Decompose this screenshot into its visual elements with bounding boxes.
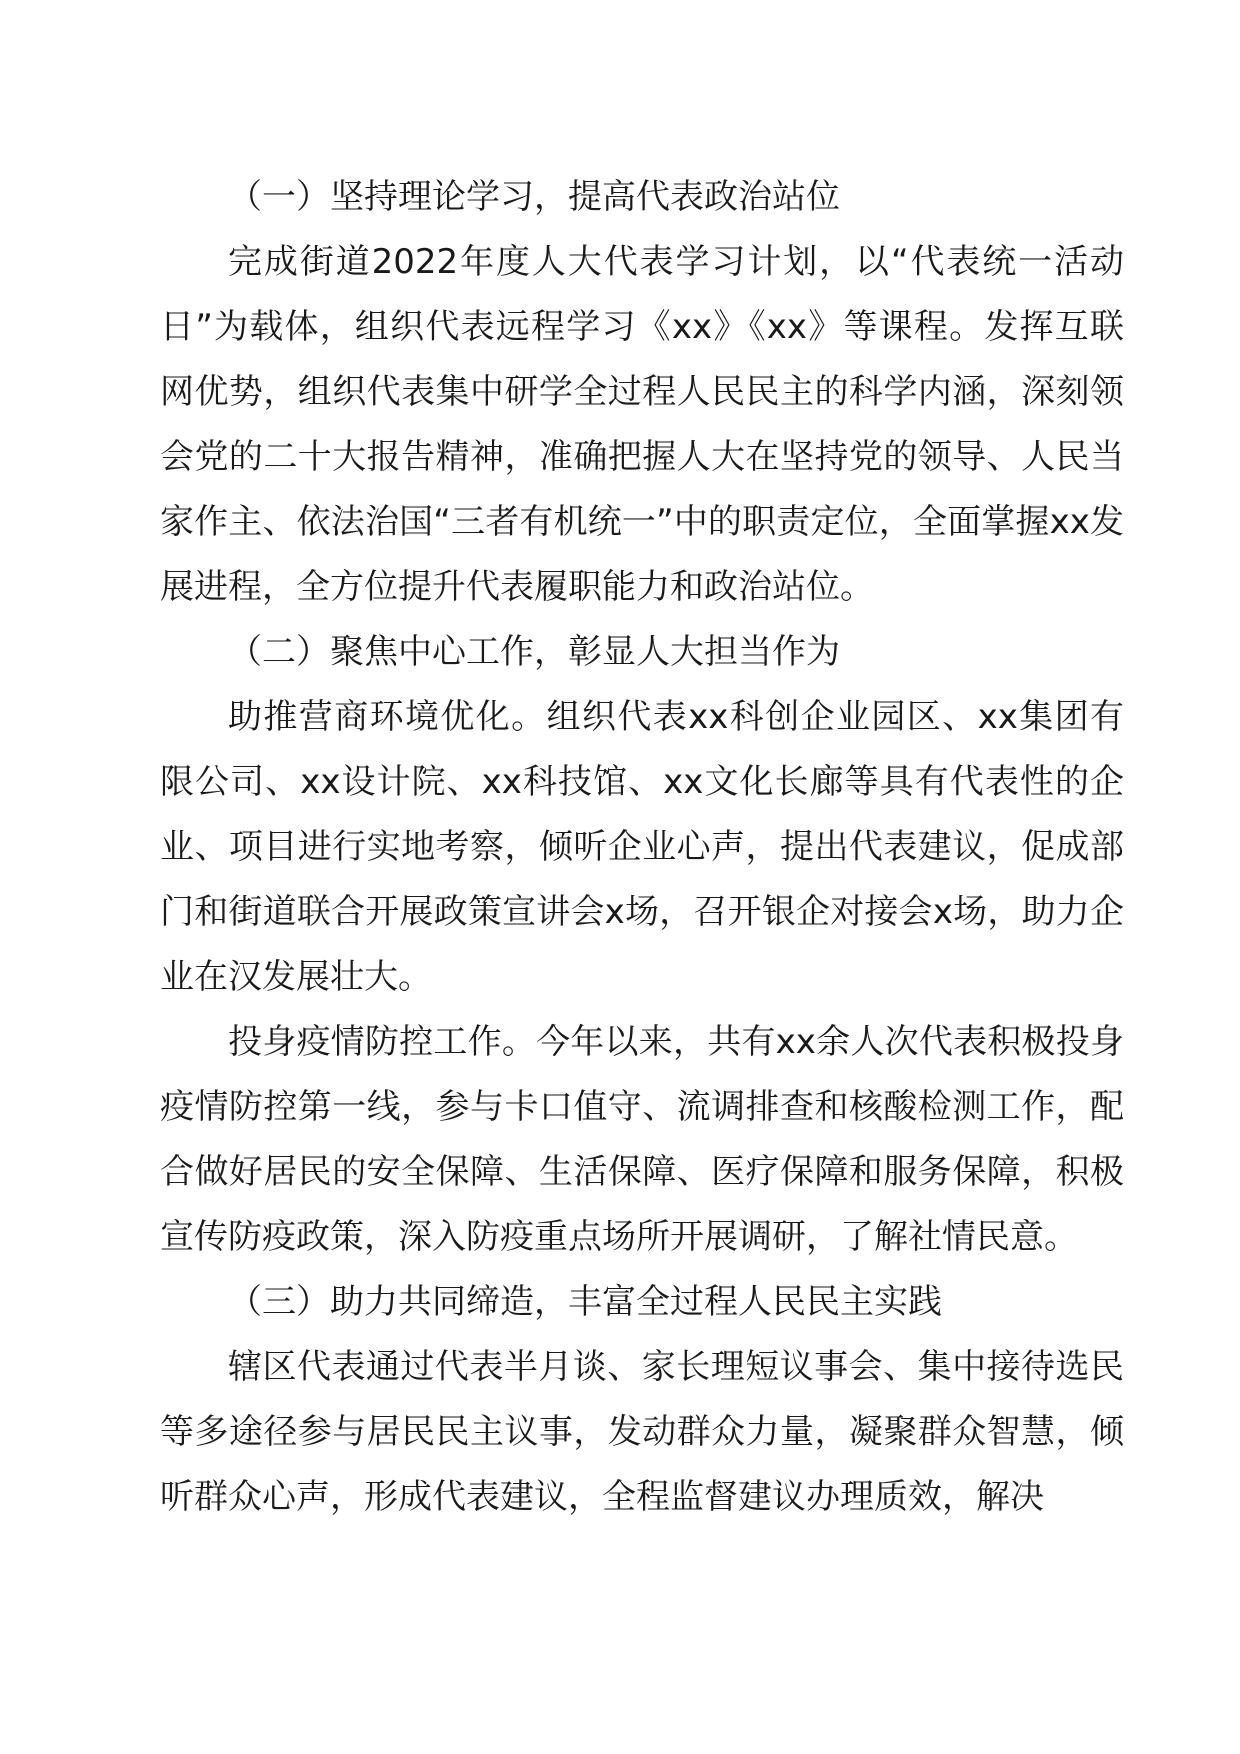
document-body: [160, 165, 1124, 1530]
section-heading-2: （二）聚焦中心工作，彰显人大担当作为: [228, 632, 840, 672]
paragraph-co-creation: 辖区代表通过代表半月谈、家长理短议事会、集中接待选民等多途径参与居民民主议事，发动群众力量，凝聚群众智慧，倾听群众心声，形成代表建议，全程监督建议办理质效，解决: [160, 1347, 1124, 1517]
paragraph-study-plan: 完成街道2022年度人大代表学习计划，以“代表统一活动日”为载体，组织代表远程学习《xx》《xx》等课程。发挥互联网优势，组织代表集中研学全过程人民民主的科学内涵，深刻领会党的二十大报告精神，准确把握人大在坚持党的领导、人民当家作主、依法治国“三者有机统一”中的职责定位，全面掌握xx发展进程，全方位提升代表履职能力和政治站位。: [160, 242, 1124, 607]
section-heading-1: （一）坚持理论学习，提高代表政治站位: [228, 177, 840, 217]
section-heading-3: （三）助力共同缔造，丰富全过程人民民主实践: [228, 1282, 942, 1322]
paragraph-business-environment: 助推营商环境优化。组织代表xx科创企业园区、xx集团有限公司、xx设计院、xx科技馆、xx文化长廊等具有代表性的企业、项目进行实地考察，倾听企业心声，提出代表建议，促成部门和街道联合开展政策宣讲会x场，召开银企对接会x场，助力企业在汉发展壮大。: [160, 697, 1124, 997]
paragraph-epidemic-control: 投身疫情防控工作。今年以来，共有xx余人次代表积极投身疫情防控第一线，参与卡口值守、流调排查和核酸检测工作，配合做好居民的安全保障、生活保障、医疗保障和服务保障，积极宣传防疫政策，深入防疫重点场所开展调研，了解社情民意。: [160, 1022, 1124, 1257]
